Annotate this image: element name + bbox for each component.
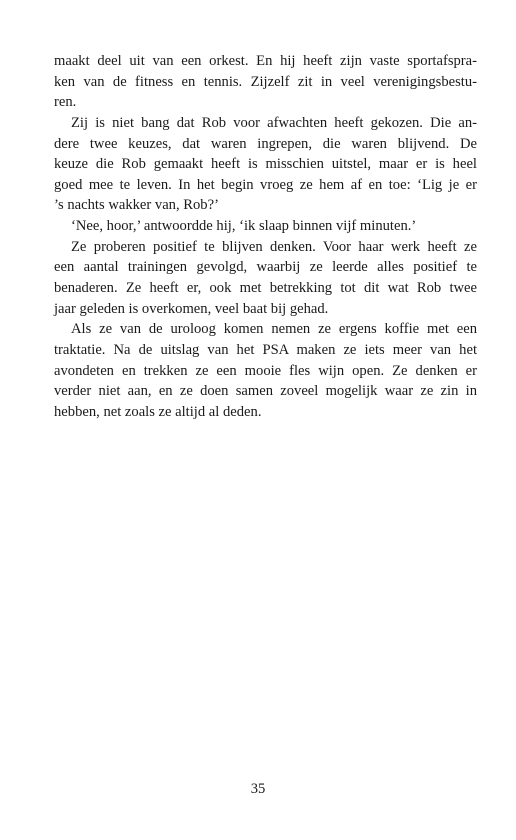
text-line: ren. bbox=[54, 94, 77, 111]
text-line: jaar geleden is overkomen, veel baat bij gehad. bbox=[54, 300, 329, 317]
text-line: hebben, net zoals ze altijd al deden. bbox=[54, 403, 262, 420]
text-line: een aantal trainingen gevolgd, waarbij ze leerde alles positief te bbox=[54, 259, 477, 276]
text-line: maakt deel uit van een orkest. En hij heeft zijn vaste sportafspra- bbox=[54, 53, 477, 69]
text-line: dere twee keuzes, dat waren ingrepen, die waren blijvend. De bbox=[54, 135, 477, 152]
text-line: verder niet aan, en ze doen samen zoveel mogelijk waar ze zin in bbox=[54, 383, 477, 400]
text-line: Ze proberen positief te blijven denken. Voor haar werk heeft ze bbox=[71, 238, 477, 255]
text-line: avondeten en trekken ze een mooie fles wijn open. Ze denken er bbox=[54, 362, 477, 379]
text-line: benaderen. Ze heeft er, ook met betrekking tot dit wat Rob twee bbox=[54, 280, 477, 297]
text-line: ken van de fitness en tennis. Zijzelf zit in veel verenigingsbestu- bbox=[54, 73, 477, 90]
text-line: ’s nachts wakker van, Rob?’ bbox=[54, 197, 219, 214]
text-line: goed mee te leven. In het begin vroeg ze hem af en toe: ‘Lig je er bbox=[54, 176, 477, 193]
text-line: ‘Nee, hoor,’ antwoordde hij, ‘ik slaap binnen vijf minuten.’ bbox=[71, 218, 417, 235]
text-line: traktatie. Na de uitslag van het PSA maken ze iets meer van het bbox=[54, 341, 477, 358]
page-number: 35 bbox=[250, 781, 266, 797]
text-line: Als ze van de uroloog komen nemen ze ergens koffie met een bbox=[71, 321, 477, 338]
text-line: keuze die Rob gemaakt heeft is misschien uitstel, maar er is heel bbox=[54, 156, 477, 173]
body-text bbox=[54, 51, 477, 423]
text-line: Zij is niet bang dat Rob voor afwachten heeft gekozen. Die an- bbox=[71, 114, 477, 131]
